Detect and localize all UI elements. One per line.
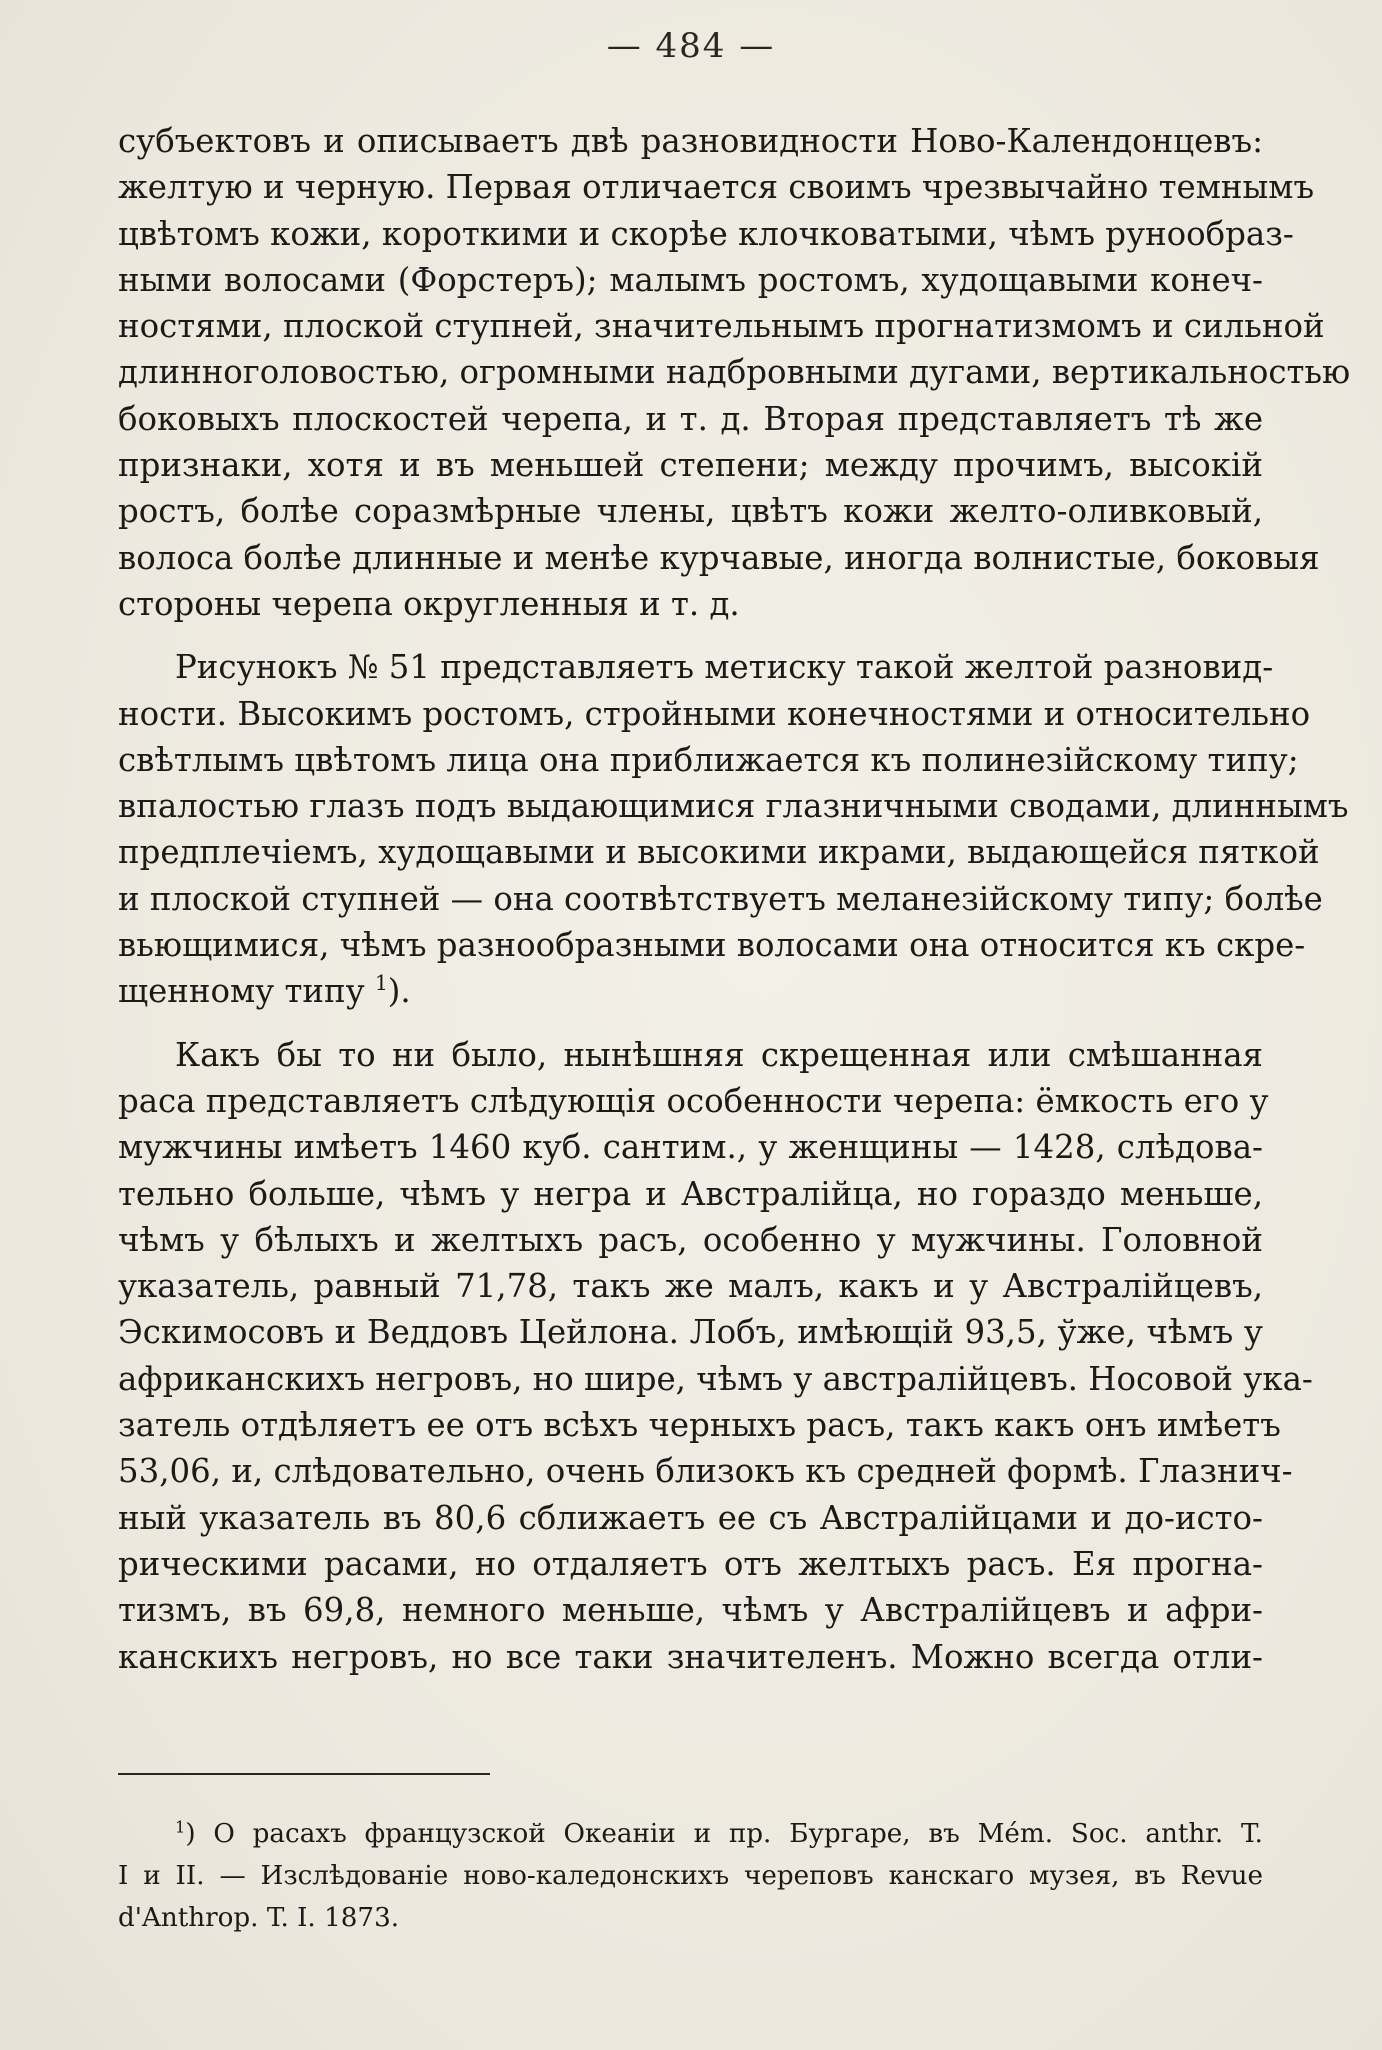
text-line: субъектовъ и описываетъ двѣ разновидности Ново-Календонцевъ: [118,122,1263,160]
text-line: 53,06, и, слѣдовательно, очень близокъ къ средней формѣ. Глазнич- [118,1452,1293,1491]
text-line: свѣтлымъ цвѣтомъ лица она приближается къ полинезійскому типу; [118,740,1299,779]
footnote-marker: 1 [175,1817,186,1837]
text-line: цвѣтомъ кожи, короткими и скорѣе клочковатыми, чѣмъ рунообраз- [118,214,1294,253]
main-text [118,118,1351,1680]
text-fragment: ) О расахъ французской Океаніи и пр. Бургаре, въ Mém. Soc. anthr. T. [185,1819,1263,1849]
footnote-line [118,1813,1263,1855]
text-fragment: щенному типу [118,972,365,1011]
text-line: ности. Высокимъ ростомъ, стройными конечностями и относительно [118,694,1311,733]
text-line: затель отдѣляетъ ее отъ всѣхъ черныхъ расъ, такъ какъ онъ имѣетъ [118,1406,1281,1445]
text-line: и плоской ступней — она соотвѣтствуетъ меланезійскому типу; болѣе [118,879,1323,918]
text-line: длинноголовостью, огромными надбровными дугами, вертикальностью [118,353,1351,392]
paragraph-1 [118,118,1351,627]
text-line: волоса болѣе длинные и менѣе курчавые, иногда волнистые, боковыя [118,538,1320,577]
footnote-reference[interactable]: 1 [374,971,388,996]
text-line: желтую и черную. Первая отличается своимъ чрезвычайно темнымъ [118,168,1315,207]
text-line: Какъ бы то ни было, нынѣшняя скрещенная или смѣшанная [175,1035,1263,1074]
text-line: вьющимися, чѣмъ разнообразными волосами она относится къ скре- [118,926,1306,965]
text-line: признаки, хотя и въ меньшей степени; между прочимъ, высокій [118,446,1263,485]
paragraph-2 [118,644,1349,1014]
text-line: чѣмъ у бѣлыхъ и желтыхъ расъ, особенно у мужчины. Головной [118,1220,1263,1259]
text-line: раса представляетъ слѣдующія особенности черепа: ёмкость его у [118,1081,1269,1120]
paragraph-3 [118,1032,1313,1680]
text-line: боковыхъ плоскостей черепа, и т. д. Вторая представляетъ тѣ же [118,399,1263,438]
text-line: ростъ, болѣе соразмѣрные члены, цвѣтъ кожи желто-оливковый, [118,492,1263,531]
text-line: Рисунокъ № 51 представляетъ метиску такой желтой разновид- [175,648,1274,687]
text-line: ными волосами (Форстеръ); малымъ ростомъ, худощавыми конеч- [118,260,1263,299]
footnote-divider [118,1773,490,1775]
text-line: впалостью глазъ подъ выдающимися глазничными сводами, длиннымъ [118,787,1349,826]
page-number: — 484 — [606,26,776,66]
text-line: рическими расами, но отдаляетъ отъ желтыхъ расъ. Ея прогна- [118,1544,1263,1583]
text-line-with-footnote [118,968,1263,1014]
text-line: тельно больше, чѣмъ у негра и Австралійца, но гораздо меньше, [118,1174,1263,1213]
text-line: ностями, плоской ступней, значительнымъ прогнатизмомъ и сильной [118,307,1325,346]
text-line: указатель, равный 71,78, такъ же малъ, какъ и у Австралійцевъ, [118,1267,1263,1306]
text-line: тизмъ, въ 69,8, немного меньше, чѣмъ у Австралійцевъ и афри- [118,1591,1263,1630]
text-fragment: ). [387,972,411,1011]
footnote-line: I и II. — Изслѣдованіе ново-каледонскихъ череповъ канскаго музея, въ Revue [118,1861,1263,1891]
text-line: стороны черепа округленныя и т. д. [118,584,740,623]
footnotes [118,1813,1263,1939]
text-line: ный указатель въ 80,6 сближаетъ ее съ Австралійцами и до-исто- [118,1498,1263,1537]
text-line: канскихъ негровъ, но все таки значителенъ. Можно всегда отли- [118,1637,1263,1676]
text-line: мужчины имѣетъ 1460 куб. сантим., у женщины — 1428, слѣдова- [118,1128,1263,1167]
text-line: африканскихъ негровъ, но шире, чѣмъ у австралійцевъ. Носовой ука- [118,1359,1313,1398]
text-line: Эскимосовъ и Веддовъ Цейлона. Лобъ, имѣющій 93,5, ўже, чѣмъ у [118,1313,1263,1352]
footnote-line: d'Anthrop. T. I. 1873. [118,1903,400,1933]
text-line: предплечіемъ, худощавыми и высокими икрами, выдающейся пяткой [118,833,1320,872]
